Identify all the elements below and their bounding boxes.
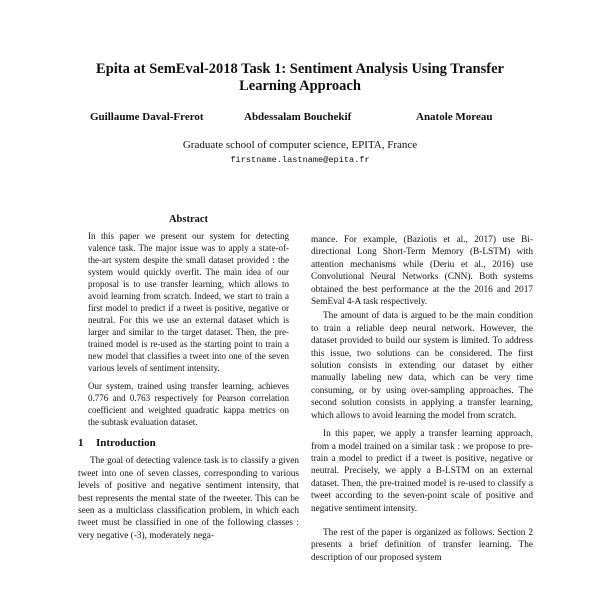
body-paragraph-3: In this paper, we apply a transfer learning approach, from a model trained on a similar task : we propose to pre-train a model to predict if a tweet is positive, negative or neutral. Precisely, we apply a B-LSTM on an external dataset. Then, the pre-trained model is re-used to classify a tweet according to the seven-point scale of positive and negative sentiment intensity. xyxy=(311,429,533,514)
author-3: Anatole Moreau xyxy=(416,111,493,123)
introduction-paragraph: The goal of detecting valence task is to classify a given tweet into one of seven classes, corresponding to various levels of positive and negative sentiment intensity, that best represents the mental state of the tweeter. This can be seen as a multiclass classification problem, in which each tweet must be classified in one of the following classes : very negative (-3), moderately nega- xyxy=(78,456,299,541)
body-paragraph-1: mance. For example, (Baziotis et al., 2017) use Bi-directional Long Short-Term Memory (B-LSTM) with attention mechanisms while (Deriu et al., 2016) use Convolutional Neural Networks (CNN). Both systems obtained the best performance at the the 2016 and 2017 SemEval 4-A task respectively. xyxy=(311,235,533,308)
right-column xyxy=(311,234,533,564)
abstract-paragraph-2: Our system, trained using transfer learning, achieves 0.776 and 0.763 respectively for Pearson correlation coefficient and weighted quadratic kappa metrics on the subtask evaluation dataset. xyxy=(88,381,289,427)
body-paragraph-4: The rest of the paper is organized as follows. Section 2 presents a brief definition of transfer learning. The description of our proposed system xyxy=(311,527,533,563)
section-title: Introduction xyxy=(96,437,156,449)
left-column xyxy=(78,214,299,542)
paper-title: Epita at SemEval-2018 Task 1: Sentiment Analysis Using Transfer Learning Approach xyxy=(96,61,504,94)
email: firstname.lastname@epita.fr xyxy=(230,155,370,165)
section-heading-introduction xyxy=(78,437,299,449)
author-2: Abdessalam Bouchekif xyxy=(244,111,352,123)
abstract-heading: Abstract xyxy=(168,214,209,225)
section-number: 1 xyxy=(78,437,84,449)
affiliation: Graduate school of computer science, EPITA, France xyxy=(182,139,418,151)
abstract-paragraph-1: In this paper we present our system for detecting valence task. The major issue was to apply a state-of-the-art system despite the small dataset provided : the system would quickly overfit. The main idea of our proposal is to use transfer learning, which allows to avoid learning from scratch. Indeed, we start to train a first model to predict if a tweet is positive, negative or neutral. For this we use an external dataset which is larger and similar to the target dataset. Then, the pre-trained model is re-used as the starting point to train a new model that classifies a tweet into one of the seven various levels of sentiment intensity. xyxy=(88,231,289,373)
author-1: Guillaume Daval-Frerot xyxy=(90,111,204,123)
abstract xyxy=(78,214,299,428)
body-paragraph-2: The amount of data is argued to be the main condition to train a reliable deep neural network. However, the dataset provided to build our system is limited. To address this issue, two solutions can be considered. The first solution consists in extending our dataset by either manually labeling new data, which can be very time consuming, or by using over-sampling approaches. The second solution consists in applying a transfer learning, which allows to avoid learning the model from scratch. xyxy=(311,311,533,421)
